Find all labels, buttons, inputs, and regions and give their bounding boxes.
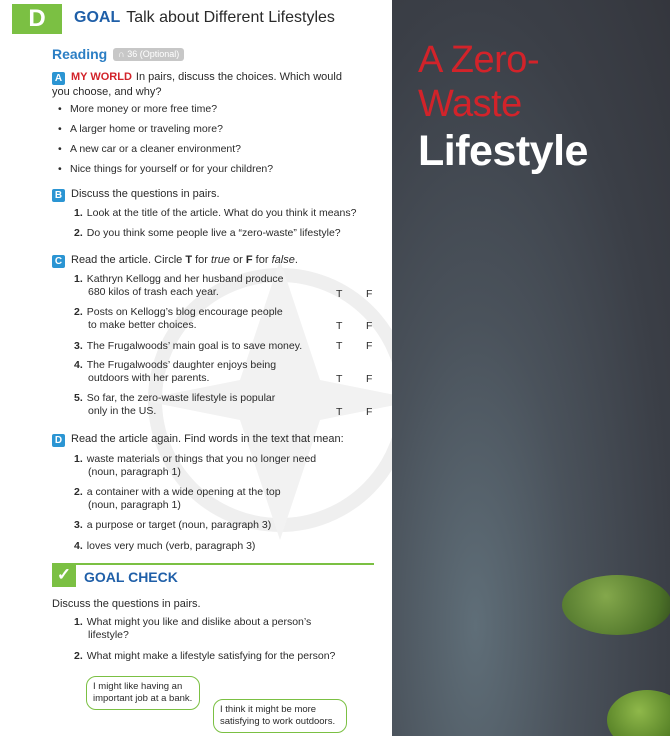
audio-track-badge[interactable] bbox=[113, 48, 184, 61]
speech-bubble: I might like having an important job at a bank. bbox=[86, 676, 200, 710]
reading-heading bbox=[52, 46, 184, 62]
list-item: 1. waste materials or things that you no longer need (noun, paragraph 1) bbox=[74, 453, 317, 478]
section-d-text: Read the article again. Find words in the text that mean: bbox=[71, 433, 344, 445]
true-option[interactable]: T bbox=[336, 288, 343, 300]
list-item: 3. a purpose or target (noun, paragraph 3) bbox=[74, 519, 272, 531]
list-item: 4. loves very much (verb, paragraph 3) bbox=[74, 540, 256, 552]
section-a-text: In pairs, discuss the choices. Which would bbox=[135, 71, 342, 83]
section-letter-a: A bbox=[52, 72, 65, 85]
true-false-item: 2. Posts on Kellogg’s blog encourage people to make better choices. bbox=[74, 306, 283, 331]
list-item: • A new car or a cleaner environment? bbox=[70, 143, 241, 155]
goal-check-intro: Discuss the questions in pairs. bbox=[52, 598, 201, 610]
true-false-item: 3. The Frugalwoods’ main goal is to save money. bbox=[74, 340, 303, 352]
goal-check-rule bbox=[76, 563, 374, 565]
section-b-instruction bbox=[52, 187, 382, 202]
section-letter-d: D bbox=[52, 434, 65, 447]
plant-leaves bbox=[562, 575, 670, 635]
section-a-text-cont: you choose, and why? bbox=[52, 86, 162, 98]
checkmark-icon: ✓ bbox=[52, 563, 76, 587]
false-option[interactable]: F bbox=[366, 406, 373, 418]
goal-text: Talk about Different Lifestyles bbox=[126, 9, 335, 26]
false-option[interactable]: F bbox=[366, 320, 373, 332]
section-letter-c: C bbox=[52, 255, 65, 268]
list-item: 1. What might you like and dislike about a person’s lifestyle? bbox=[74, 616, 312, 641]
true-option[interactable]: T bbox=[336, 320, 343, 332]
goal-label: GOAL bbox=[74, 9, 121, 26]
true-option[interactable]: T bbox=[336, 373, 343, 385]
false-option[interactable]: F bbox=[366, 373, 373, 385]
my-world-tag: MY WORLD bbox=[71, 71, 132, 83]
list-item: • A larger home or traveling more? bbox=[70, 123, 223, 135]
list-item: 2. What might make a lifestyle satisfying for the person? bbox=[74, 650, 336, 662]
article-title-line1: A Zero- bbox=[418, 39, 540, 81]
list-item: 2. a container with a wide opening at the top (noun, paragraph 1) bbox=[74, 486, 281, 511]
article-title-line3: Lifestyle bbox=[418, 127, 588, 175]
true-false-item: 1. Kathryn Kellogg and her husband produce 680 kilos of trash each year. bbox=[74, 273, 284, 298]
list-item: • More money or more free time? bbox=[70, 103, 217, 115]
list-item: 2. Do you think some people live a “zero-waste” lifestyle? bbox=[74, 227, 341, 239]
list-item: 1. Look at the title of the article. What do you think it means? bbox=[74, 207, 357, 219]
lesson-goal bbox=[74, 9, 335, 27]
speech-bubble: I think it might be more satisfying to work outdoors. bbox=[213, 699, 347, 733]
section-c-instruction: C Read the article. Circle T for true or F for false. bbox=[52, 253, 382, 268]
false-option[interactable]: F bbox=[366, 340, 373, 352]
article-title-line2: Waste bbox=[418, 83, 522, 125]
section-d-instruction bbox=[52, 432, 382, 447]
lesson-badge: D bbox=[12, 4, 62, 34]
article-cover-photo bbox=[392, 0, 670, 736]
false-option[interactable]: F bbox=[366, 288, 373, 300]
section-letter-b: B bbox=[52, 189, 65, 202]
audio-track-label: 36 (Optional) bbox=[127, 49, 180, 59]
section-a-instruction bbox=[52, 70, 382, 99]
section-b-text: Discuss the questions in pairs. bbox=[71, 188, 220, 200]
plant-leaves bbox=[607, 690, 670, 736]
true-option[interactable]: T bbox=[336, 340, 343, 352]
true-false-item: 4. The Frugalwoods’ daughter enjoys being outdoors with her parents. bbox=[74, 359, 277, 384]
true-false-item: 5. So far, the zero-waste lifestyle is popular only in the US. bbox=[74, 392, 276, 417]
headphones-icon: ∩ bbox=[118, 49, 128, 59]
true-option[interactable]: T bbox=[336, 406, 343, 418]
goal-check-title: GOAL CHECK bbox=[84, 569, 178, 585]
list-item: • Nice things for yourself or for your children? bbox=[70, 163, 273, 175]
reading-label: Reading bbox=[52, 46, 108, 62]
